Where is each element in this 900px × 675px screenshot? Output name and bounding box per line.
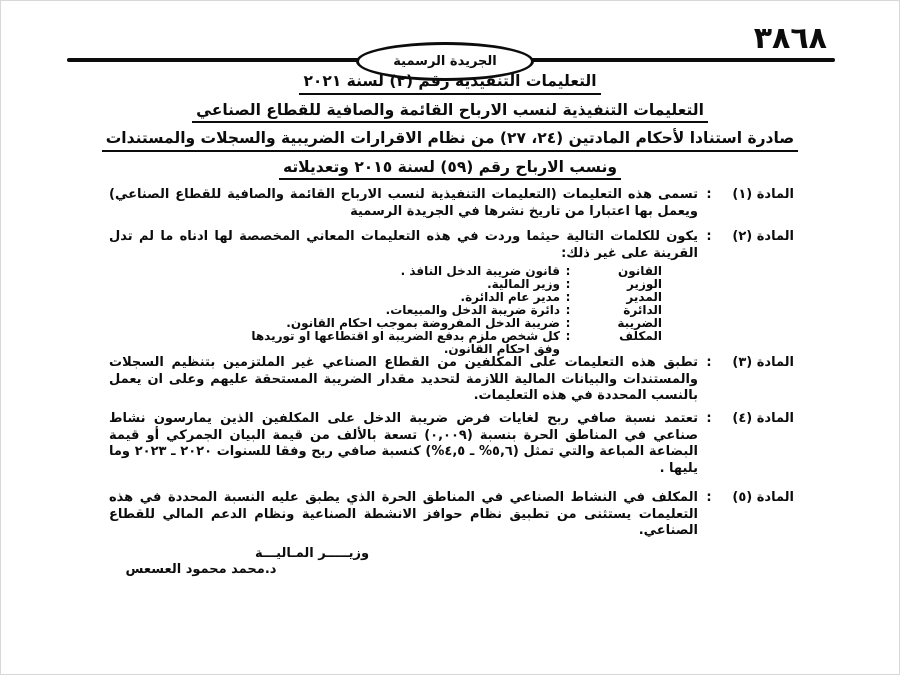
page-number: ٣٨٦٨ [753,21,827,56]
definition-text: ضريبة الدخل المفروضة بموجب احكام القانون. [286,316,560,330]
definition-row [109,330,662,356]
article-4-separator: : [706,411,712,426]
title-line-4-text: ونسب الارباح رقم (٥٩) لسنة ٢٠١٥ وتعديلاته [279,158,621,181]
article-4 [109,411,794,477]
article-2 [109,229,794,356]
article-1-text: تسمى هذه التعليمات (التعليمات التنفيذية لنسب الارباح القائمة والصافية للقطاع الصناعي) ويعمل بها اعتبارا من تاريخ نشرها في الجريدة الرسمية [109,187,698,219]
title-line-1-text: التعليمات التنفيذية رقم (٢) لسنة ٢٠٢١ [299,72,600,95]
definition-separator: : [565,316,571,330]
definitions-list [109,265,662,356]
title-line-2 [1,100,899,124]
article-5 [109,490,794,540]
title-line-4 [1,157,899,181]
article-1-label: المادة (١) [732,187,794,202]
article-4-text: تعتمد نسبة صافي ربح لغايات فرض ضريبة الدخل على المكلفين الذين يمارسون نشاط صناعي في المناطق الحرة بنسبة (٠,٠٠٩) تسعة بالألف من قيمة البيان الجمركي أو قيمة البضاعة المباعة والتي تمثل (٥,٦% ـ ٤,٥%) كنسبة صافي ربح وفقا للسنوات ٢٠٢٠ ـ ٢٠٢٣ وما يليها . [109,411,699,476]
definition-separator: : [565,277,571,291]
article-2-text: يكون للكلمات التالية حيثما وردت في هذه التعليمات المعاني المخصصة لها ادناه ما لم تدل القرينة على غير ذلك: [109,229,698,261]
article-2-label: المادة (٢) [732,229,794,244]
definition-text: مدير عام الدائرة. [460,290,560,304]
title-line-1 [1,71,899,95]
article-3-label: المادة (٣) [732,355,794,370]
document-titles [1,71,899,185]
definition-term: الوزير [626,277,662,291]
article-5-separator: : [706,490,712,505]
article-4-label: المادة (٤) [732,411,794,426]
definition-text: كل شخص ملزم بدفع الضريبة او اقتطاعها او توريدها وفق احكام القانون. [251,329,560,356]
article-3 [109,355,794,405]
article-5-text: المكلف في النشاط الصناعي في المناطق الحرة الذي يطبق عليه النسبة المحددة في هذه التعليمات يستثنى من تطبيق نظام حوافز الانشطة الصناعية ونظام الدعم المالي للقطاع الصناعي. [109,490,698,538]
gazette-badge-label: الجريدة الرسمية [393,54,497,69]
signature-name: د.محمد محمود العسعس [125,562,277,577]
article-2-separator: : [706,229,712,244]
article-5-label: المادة (٥) [732,490,794,505]
article-1-separator: : [706,187,712,202]
article-1 [109,187,794,220]
definition-term: المكلف [619,329,662,343]
signature-title: وزيـــــر المـاليـــة [254,546,370,561]
definition-term: القانون [617,264,662,278]
definition-term: المدير [626,290,662,304]
definition-text: وزير المالية. [487,277,560,291]
article-3-separator: : [706,355,712,370]
definition-text: قانون ضريبة الدخل النافذ . [400,264,560,278]
definition-term: الدائرة [623,303,662,317]
article-2-body [109,229,698,356]
definition-separator: : [565,290,571,304]
title-line-3 [1,128,899,152]
definition-row [109,278,662,291]
definition-row [109,265,662,278]
definition-term: الضريبة [617,316,662,330]
article-3-text: تطبق هذه التعليمات على المكلفين من القطاع الصناعي غير الملتزمين بتنظيم السجلات والمستندات والبيانات المالية اللازمة لتحديد مقدار الضريبة المستحقة عليهم وعلى ان يعمل بالنسب المحددة في هذه التعليمات. [109,355,698,403]
definition-separator: : [565,264,571,278]
title-line-2-text: التعليمات التنفيذية لنسب الارباح القائمة والصافية للقطاع الصناعي [192,101,708,124]
definition-text: دائرة ضريبة الدخل والمبيعات. [385,303,560,317]
definition-separator: : [565,329,571,343]
title-line-3-text: صادرة استنادا لأحكام المادتين (٢٤، ٢٧) من نظام الاقرارات الضريبية والسجلات والمستندات [102,129,799,152]
definition-separator: : [565,303,571,317]
